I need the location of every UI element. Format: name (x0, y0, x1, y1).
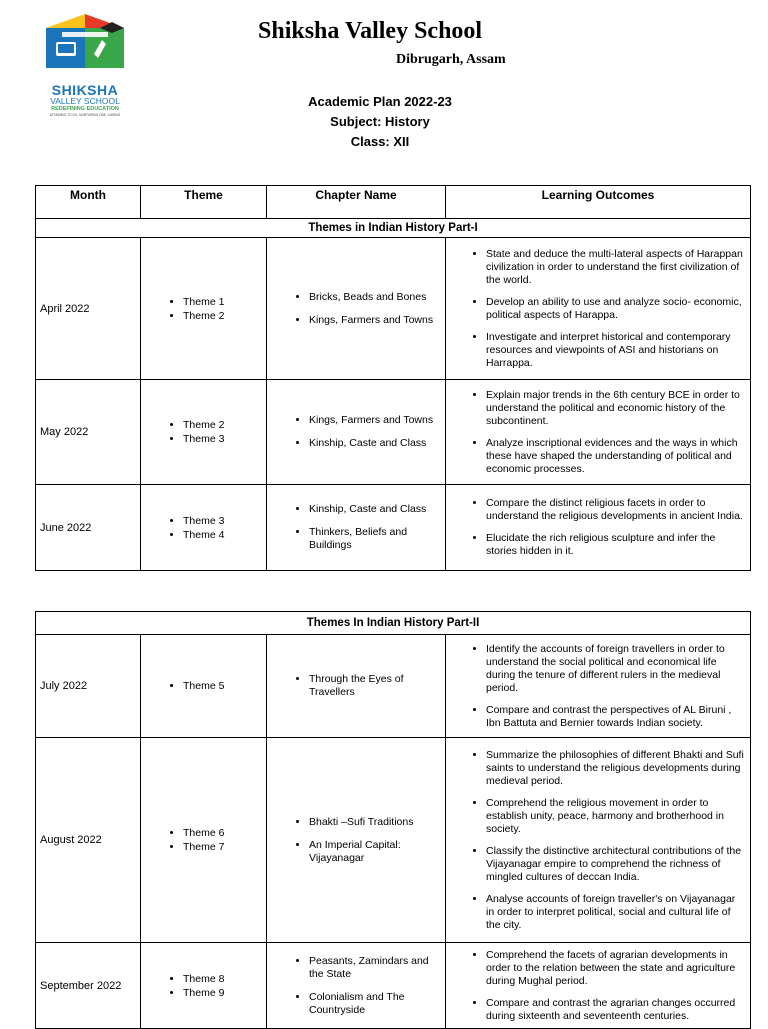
section-title-part2: Themes In Indian History Part-II (36, 612, 751, 635)
theme-item: • Theme 4 (183, 528, 262, 542)
chapter-item: • Bhakti –Sufi Traditions (309, 816, 441, 829)
section-row (36, 219, 751, 238)
theme-cell (141, 943, 267, 1029)
logo-name: SHIKSHA (51, 82, 119, 98)
theme-item: • Theme 1 (183, 295, 262, 309)
chapter-cell (267, 635, 446, 738)
chapter-item: • Peasants, Zamindars and the State (309, 955, 441, 981)
outcomes-cell (446, 380, 751, 485)
chapter-item: • Colonialism and The Countryside (309, 991, 441, 1017)
plan-heading (0, 92, 768, 152)
chapter-item: • Through the Eyes of Travellers (309, 673, 441, 699)
theme-item: • Theme 3 (183, 432, 262, 446)
outcomes-cell (446, 635, 751, 738)
theme-cell (141, 635, 267, 738)
outcome-item: • Analyze inscriptional evidences and the ways in which these have shaped the understanding of political and economic processes. (486, 437, 746, 476)
outcome-item: • Compare and contrast the perspectives of AL Biruni , Ibn Battuta and Bernier towards Indian society. (486, 704, 746, 730)
theme-item: • Theme 5 (183, 679, 262, 693)
theme-item: • Theme 8 (183, 972, 262, 986)
outcome-item: • Analyse accounts of foreign traveller's on Vijayanagar in order to interpret political, social and cultural life of the city. (486, 893, 746, 932)
chapter-item: • Thinkers, Beliefs and Buildings (309, 526, 441, 552)
outcomes-cell (446, 943, 751, 1029)
theme-cell (141, 238, 267, 380)
theme-item: • Theme 2 (183, 418, 262, 432)
header-chapter: Chapter Name (267, 186, 446, 219)
section-row (36, 612, 751, 635)
month-cell: May 2022 (36, 380, 141, 485)
outcomes-cell (446, 238, 751, 380)
theme-cell (141, 485, 267, 571)
outcome-item: • Explain major trends in the 6th century BCE in order to understand the political and economic history of the subcontinent. (486, 389, 746, 428)
theme-cell (141, 380, 267, 485)
chapter-item: • Kinship, Caste and Class (309, 437, 441, 450)
outcome-item: • Develop an ability to use and analyze socio- economic, political aspects of Harappa. (486, 296, 746, 322)
outcome-item: • Investigate and interpret historical and contemporary resources and viewpoints of ASI and historians on Harrappa. (486, 331, 746, 370)
logo-emblem-icon (40, 14, 130, 76)
plan-subject: Subject: History (330, 114, 430, 129)
table-header-row (36, 186, 751, 219)
chapter-cell (267, 380, 446, 485)
table-row (36, 380, 751, 485)
theme-cell (141, 738, 267, 943)
outcome-item: • Compare and contrast the agrarian changes occurred during sixteenth and seventeenth centuries. (486, 997, 746, 1023)
plan-table-part2 (35, 611, 751, 1029)
school-name: Shiksha Valley School (258, 18, 483, 44)
chapter-cell (267, 238, 446, 380)
theme-item: • Theme 9 (183, 986, 262, 1000)
outcome-item: • Comprehend the religious movement in order to establish unity, peace, harmony and brotherhood in society. (486, 797, 746, 836)
chapter-cell (267, 738, 446, 943)
month-cell: September 2022 (36, 943, 141, 1029)
logo-tagline: REDEFINING EDUCATION (51, 106, 119, 112)
chapter-item: • Kinship, Caste and Class (309, 503, 441, 516)
month-cell: April 2022 (36, 238, 141, 380)
header-outcomes: Learning Outcomes (446, 186, 751, 219)
outcome-item: • Elucidate the rich religious sculpture and infer the stories hidden in it. (486, 532, 746, 558)
table-row (36, 738, 751, 943)
header-theme: Theme (141, 186, 267, 219)
logo-small-text: ATTAINING TO GO, NURTURING ONE, CARING (49, 113, 121, 117)
outcomes-cell (446, 485, 751, 571)
outcome-item: • Compare the distinct religious facets in order to understand the religious developments in ancient India. (486, 497, 746, 523)
outcome-item: • Summarize the philosophies of different Bhakti and Sufi saints to understand the religious developments during medieval period. (486, 749, 746, 788)
outcome-item: • Identify the accounts of foreign travellers in order to understand the social political and economical life during the tenure of different rulers in the medieval period. (486, 643, 746, 695)
header-month: Month (36, 186, 141, 219)
outcome-item: • State and deduce the multi-lateral aspects of Harappan civilization in order to understand the first civilization of the world. (486, 248, 746, 287)
table-row (36, 238, 751, 380)
plan-table-part1 (35, 185, 751, 571)
theme-item: • Theme 6 (183, 826, 262, 840)
chapter-item: • Kings, Farmers and Towns (309, 314, 441, 327)
chapter-item: • An Imperial Capital: Vijayanagar (309, 839, 441, 865)
month-cell: August 2022 (36, 738, 141, 943)
section-title-part1: Themes in Indian History Part-I (36, 219, 751, 238)
outcome-item: • Classify the distinctive architectural contributions of the Vijayanagar empire to comprehend the richness of mingled cultures of deccan India. (486, 845, 746, 884)
month-cell: July 2022 (36, 635, 141, 738)
theme-item: • Theme 2 (183, 309, 262, 323)
plan-class: Class: XII (350, 134, 410, 149)
month-cell: June 2022 (36, 485, 141, 571)
outcome-item: • Comprehend the facets of agrarian developments in order to the relation between the state and agriculture during Mughal period. (486, 949, 746, 988)
table-row (36, 485, 751, 571)
theme-item: • Theme 7 (183, 840, 262, 854)
chapter-item: • Bricks, Beads and Bones (309, 291, 441, 304)
table-row (36, 943, 751, 1029)
plan-title: Academic Plan 2022-23 (308, 94, 452, 109)
chapter-item: • Kings, Farmers and Towns (309, 414, 441, 427)
chapter-cell (267, 943, 446, 1029)
chapter-cell (267, 485, 446, 571)
logo-subname: VALLEY SCHOOL (50, 96, 120, 106)
school-location: Dibrugarh, Assam (396, 52, 506, 67)
outcomes-cell (446, 738, 751, 943)
theme-item: • Theme 3 (183, 514, 262, 528)
table-row (36, 635, 751, 738)
